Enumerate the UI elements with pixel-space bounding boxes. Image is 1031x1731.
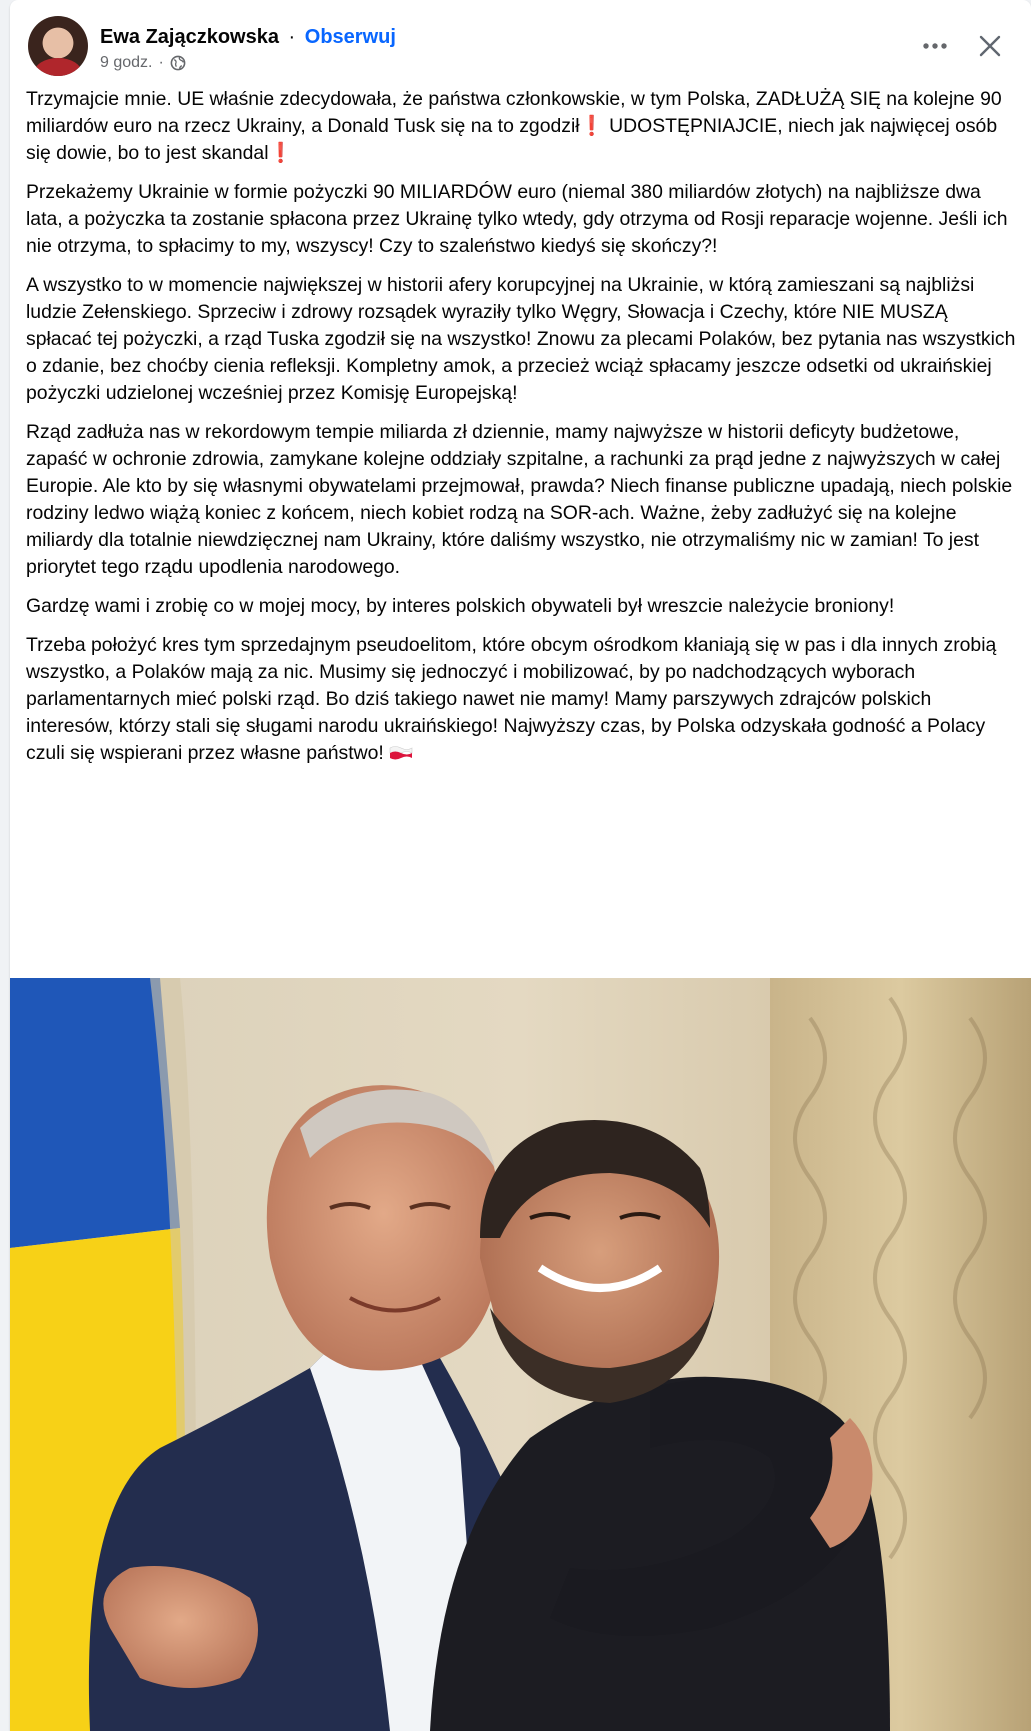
post-meta — [100, 54, 186, 72]
exclamation-mark-icon: ❗ — [268, 142, 293, 164]
author-line — [100, 24, 396, 50]
close-button[interactable] — [970, 26, 1010, 66]
follow-button[interactable]: Obserwuj — [304, 26, 396, 48]
avatar-shoulders — [34, 58, 82, 76]
post-paragraph-3: A wszystko to w momencie największej w historii afery korupcyjnej na Ukrainie, w którą zamieszani są najbliżsi ludzie Zełenskiego. Sprzeciw i zdrowy rozsądek wyraziły tylko Węgry, Słowacja i Czechy, które NIE MUSZĄ spłacać tej pożyczki, a rząd Tuska zgodził się na wszystko! Znowu za plecami Polaków, bez pytania nas wszystkich o zdanie, bez choćby cienia refleksji. Kompletny amok, a przecież wciąż spłacamy jeszcze odsetki od ukraińskiej pożyczki udzielonej wcześniej przez Komisję Europejską! — [26, 274, 1016, 404]
exclamation-mark-icon: ❗ — [579, 115, 604, 137]
post-photo[interactable] — [10, 978, 1031, 1731]
globe-icon[interactable] — [170, 55, 186, 71]
post-header — [10, 0, 1031, 92]
paragraph-6-text: Trzeba położyć kres tym sprzedajnym pseudoelitom, które obcym ośrodkom kłaniają się w pas i dla innych zrobią wszystko, a Polaków mają za nic. Musimy się jednoczyć i mobilizować, by po nadchodzących wyborach parlamentarnych mieć polski rząd. Bo dziś takiego nawet nie mamy! Mamy parszywych zdrajców polskich interesów, którzy stali się sługami narodu ukraińskiego! Najwyższy czas, by Polska odzyskała godność a Polacy czuli się wspierani przez własne państwo! — [26, 634, 997, 764]
more-options-button[interactable] — [915, 26, 955, 66]
paragraph-1-text-a: Trzymajcie mnie. UE właśnie zdecydowała, że państwa członkowskie, w tym Polska, ZADŁUŻĄ SIĘ na kolejne 90 miliardów euro na rzecz Ukrainy, a Donald Tusk się na to zgodził — [26, 88, 1002, 137]
meta-separator: · — [158, 54, 164, 71]
post-paragraph-4: Rząd zadłuża nas w rekordowym tempie miliarda zł dziennie, mamy najwyższe w historii deficyty budżetowe, zapaść w ochronie zdrowia, zamykane kolejne oddziały szpitalne, a rachunki za prąd jedne z najwyższych w całej Europie. Ale kto by się własnymi obywatelami przejmował, prawda? Niech finanse publiczne upadają, niech polskie rodziny ledwo wiążą koniec z końcem, niech kobiet rodzą na SOR-ach. Ważne, żeby zadłużyć się na kolejne miliardy dla totalnie niewdzięcznej nam Ukrainy, które daliśmy wszystko, nie otrzymaliśmy nic w zamian! To jest priorytet tego rządu upodlenia narodowego. — [26, 421, 1013, 578]
close-icon — [979, 35, 1001, 57]
paragraph-1-text-b: UDOSTĘPNIAJCIE, niech jak najwięcej osób się dowie, bo to jest skandal — [26, 115, 998, 164]
author-name[interactable]: Ewa Zajączkowska — [100, 26, 279, 48]
post-paragraph-6 — [26, 632, 1016, 767]
post-body — [26, 86, 1016, 779]
post-paragraph-5: Gardzę wami i zrobię co w mojej mocy, by interes polskich obywateli był wreszcie należycie broniony! — [26, 595, 895, 617]
post-paragraph-1 — [26, 86, 1016, 167]
more-options-icon — [922, 42, 948, 50]
author-separator: · — [288, 26, 296, 48]
post-card — [10, 0, 1031, 1731]
poland-flag-icon — [389, 745, 413, 761]
photo-two-men-embracing — [10, 978, 1031, 1731]
post-timestamp[interactable]: 9 godz. — [100, 54, 153, 71]
author-avatar[interactable] — [28, 16, 88, 76]
post-paragraph-2: Przekażemy Ukrainie w formie pożyczki 90 MILIARDÓW euro (niemal 380 miliardów złotych) na najbliższe dwa lata, a pożyczka ta zostanie spłacona przez Ukrainę tylko wtedy, gdy otrzyma od Rosji reparacje wojenne. Jeśli ich nie otrzyma, to spłacimy to my, wszyscy! Czy to szaleństwo kiedyś się skończy?! — [26, 181, 1008, 257]
